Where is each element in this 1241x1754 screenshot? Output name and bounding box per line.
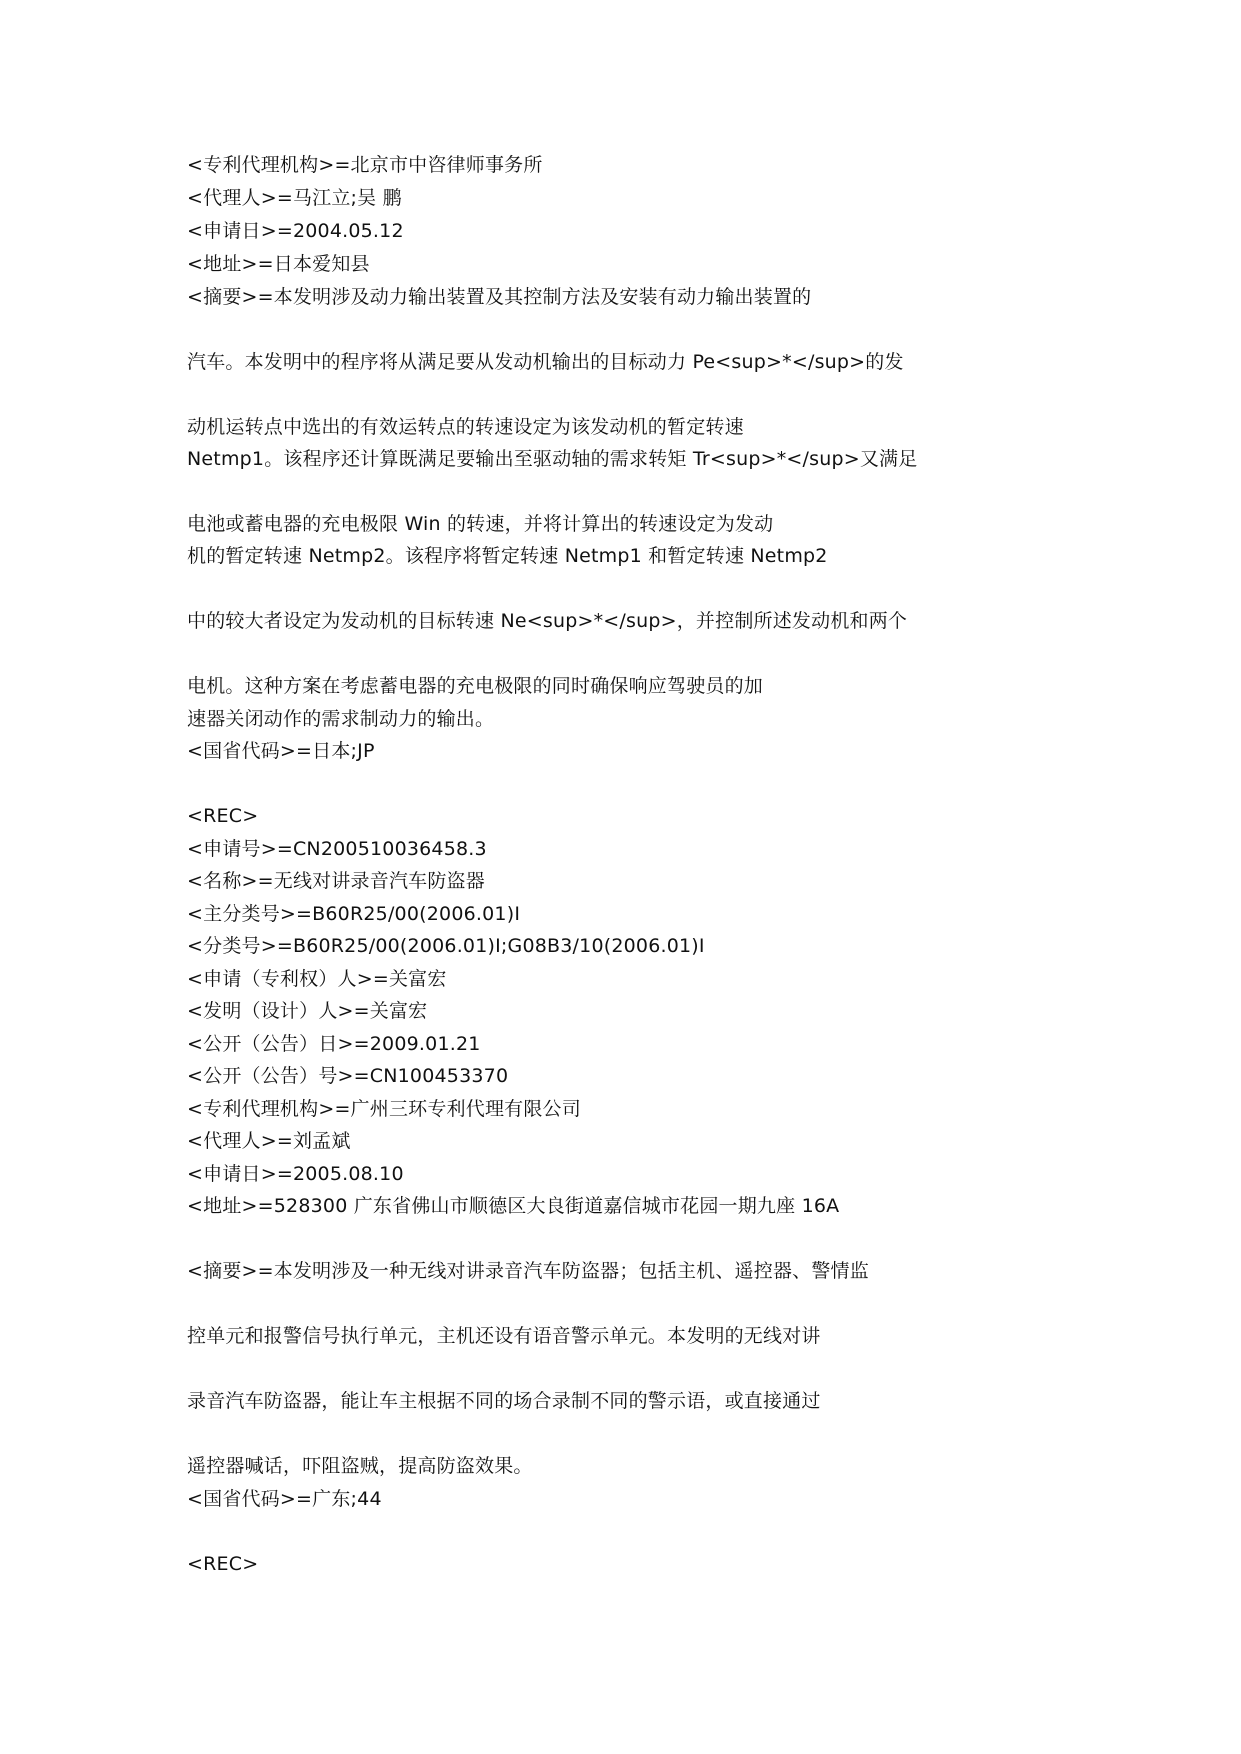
- text-line: <申请号>=CN200510036458.3: [187, 838, 487, 860]
- text-line: <国省代码>=广东;44: [187, 1488, 382, 1510]
- text-line: <名称>=无线对讲录音汽车防盗器: [187, 870, 485, 892]
- text-line: <专利代理机构>=北京市中咨律师事务所: [187, 154, 543, 176]
- text-line: Netmp1。该程序还计算既满足要输出至驱动轴的需求转矩 Tr<sup>*</sup>又满足: [187, 448, 918, 470]
- text-line: 遥控器喊话，吓阻盗贼，提高防盗效果。: [187, 1455, 533, 1477]
- text-line: 汽车。本发明中的程序将从满足要从发动机输出的目标动力 Pe<sup>*</sup>的发: [187, 351, 904, 373]
- text-line: <主分类号>=B60R25/00(2006.01)I: [187, 903, 521, 925]
- text-line: <摘要>=本发明涉及一种无线对讲录音汽车防盗器；包括主机、遥控器、警情监: [187, 1260, 869, 1282]
- text-line: 控单元和报警信号执行单元，主机还设有语音警示单元。本发明的无线对讲: [187, 1325, 821, 1347]
- text-line: <REC>: [187, 1553, 259, 1575]
- text-line: <发明（设计）人>=关富宏: [187, 1000, 428, 1022]
- text-line: <专利代理机构>=广州三环专利代理有限公司: [187, 1098, 581, 1120]
- text-line: <代理人>=马江立;吴 鹏: [187, 187, 402, 209]
- text-line: <公开（公告）日>=2009.01.21: [187, 1033, 481, 1055]
- text-line: 速器关闭动作的需求制动力的输出。: [187, 708, 495, 730]
- text-line: <地址>=日本爱知县: [187, 253, 370, 275]
- text-line: 机的暂定转速 Netmp2。该程序将暂定转速 Netmp1 和暂定转速 Netmp2: [187, 545, 828, 567]
- text-line: 录音汽车防盗器，能让车主根据不同的场合录制不同的警示语，或直接通过: [187, 1390, 821, 1412]
- text-line: <分类号>=B60R25/00(2006.01)I;G08B3/10(2006.01)I: [187, 935, 705, 957]
- text-line: <申请日>=2005.08.10: [187, 1163, 404, 1185]
- text-line: <地址>=528300 广东省佛山市顺德区大良街道嘉信城市花园一期九座 16A: [187, 1195, 840, 1217]
- text-line: 电池或蓄电器的充电极限 Win 的转速，并将计算出的转速设定为发动: [187, 513, 774, 535]
- text-line: 电机。这种方案在考虑蓄电器的充电极限的同时确保响应驾驶员的加: [187, 675, 764, 697]
- text-line: <公开（公告）号>=CN100453370: [187, 1065, 509, 1087]
- text-line: 中的较大者设定为发动机的目标转速 Ne<sup>*</sup>，并控制所述发动机和两个: [187, 610, 908, 632]
- text-line: <代理人>=刘孟斌: [187, 1130, 351, 1152]
- text-line: <申请日>=2004.05.12: [187, 220, 404, 242]
- text-line: <申请（专利权）人>=关富宏: [187, 968, 447, 990]
- text-line: <国省代码>=日本;JP: [187, 740, 375, 762]
- text-line: <摘要>=本发明涉及动力输出装置及其控制方法及安装有动力输出装置的: [187, 286, 812, 308]
- text-line: 动机运转点中选出的有效运转点的转速设定为该发动机的暂定转速: [187, 416, 744, 438]
- text-line: <REC>: [187, 805, 259, 827]
